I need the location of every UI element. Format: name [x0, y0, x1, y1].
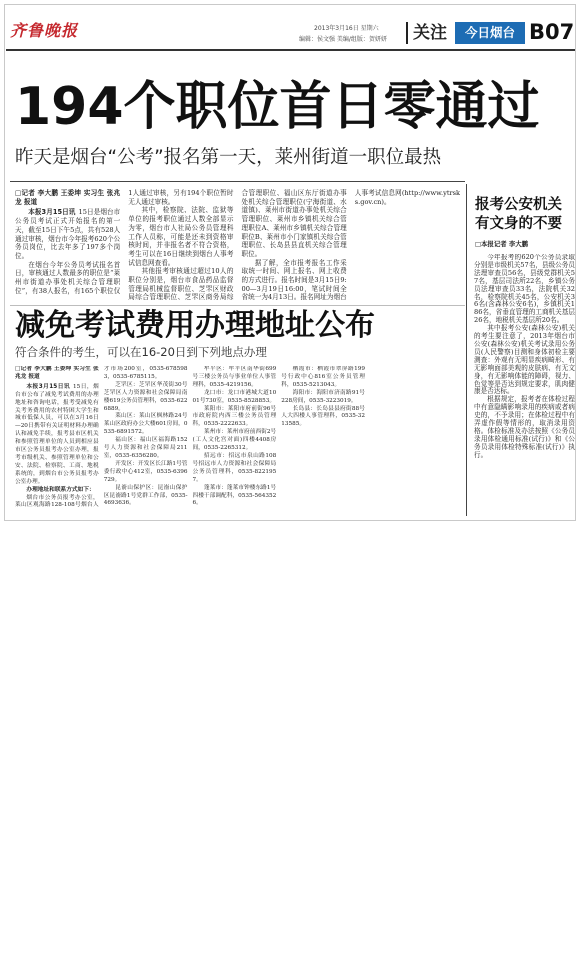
story2-intro-text: 15日，烟台市公布了减免考试费用的办理地址和咨询电话，报考受减免有关考务费用的农村特困大学生和城市低保人员，可以在3月16日—20日携带有关证明材料办理确认和减免手续，报考县市区机关和参照管理单位的人员到相应县市区公务员报考办公室办理，报考市级机关、参照管理单位和公安、法院、检察院、工商、地税系统的，到烟台市公务员报考办公室办理。 [15, 383, 99, 485]
address-item: 福山区：福山区福海路152号人力资源和社会保障局211室，0535-6356280。 [103, 437, 188, 459]
address-item: 长岛县：长岛县县府街88号人大四楼人事管理科，0535-3213585。 [281, 405, 365, 428]
story1-rule [10, 181, 465, 182]
story1-body [15, 189, 460, 303]
address-item: 莱州市：莱州市府前西街2号(工人文化宫对面)四楼4408房间，0535-2265312。 [192, 429, 277, 452]
sidebar-paragraph: 今年报考的620个公务员录取分别是市级机关57名，县级公务员法理审查员56名，县级党群机关57名，基层司法所22名，乡镇公务员法理审查员33名，法院机关32名，检察院机关45名，公安机关36名(含森林公安6名)，乡镇机关186名，省垂直管理的工商机关基层26名，地税机关基层所20名。 [474, 254, 575, 325]
story1-headline: 194个职位首日零通过 [15, 77, 540, 137]
page-number: B07 [529, 20, 575, 44]
address-item: 蓬莱市：蓬莱市钟楼东路1号四楼干部调配科，0535-5643526。 [192, 484, 277, 507]
story1-paragraph: 据了解，全市报考报名工作采取统一时间、网上报名、网上收费的方式进行。报名时间是3月15日9:00—3月19日16:00，笔试时间全省统一为4月13日。报名网址为烟台人事考试信息网(http://www.ytrsks.gov.cn)。 [241, 189, 460, 302]
sidebar-byline: □本报记者 李大鹏 [475, 240, 528, 248]
story1-paragraph: 其中，检察院、法院、监狱等单位的报考职位通过人数全部显示为零，烟台市人社局公务员管理科工作人员称，可能是还未到资格审核时间，并非报名者不符合资格，考生可以在16日继续到烟台人事考试信息网查看。 [128, 206, 234, 267]
story2-byline: □记者 李大鹏 王委坤 实习生 张兆龙 报道 [15, 366, 99, 380]
masthead-rule [6, 49, 575, 51]
story1-byline: □记者 李大鹏 王委坤 实习生 张兆龙 报道 [15, 189, 121, 206]
section-divider [406, 22, 408, 44]
sidebar-body [474, 254, 575, 514]
address-item: 牟平区：牟平区南华街699号三楼公务员与事业单位人事管理科，0535-4219156。 [192, 366, 277, 388]
address-item: 莱山区：莱山区枫林路24号莱山区政府办公大楼601房间，0535-6891572。 [103, 413, 188, 436]
address-item: 招远市：招远市泉山路108号招远市人力资源和社会保障局公务员管理科，0535-8221957。 [192, 452, 277, 483]
story2-subhead: 符合条件的考生，可以在16-20日到下列地点办理 [15, 345, 267, 359]
address-list-heading: 办理地址和联系方式如下： [26, 486, 95, 493]
address-item: 栖霞市：栖霞市翠屏路199号行政中心816室公务员管理科，0535-5213043。 [281, 366, 365, 388]
story2-headline: 减免考试费用办理地址公布 [15, 308, 375, 343]
address-item: 烟台市公务员报考办公室，莱山区观海路128-108号烟台人才市场200室，0535-6785983，0535-6785115。 [15, 366, 188, 509]
story2-body [15, 366, 365, 514]
editor-credits: 编辑：侯文强 美编/组版：贺妍妍 [299, 36, 387, 43]
story2-intro [15, 384, 99, 487]
address-item: 海阳市：海阳市济南路91号228房间，0535-3223019。 [281, 389, 365, 404]
story2-dateline: 本报3月15日讯 [26, 383, 71, 390]
sidebar-headline: 报考公安机关有文身的不要 [475, 197, 562, 232]
address-item: 芝罘区：芝罘区华茂街30号芝罘区人力资源和社会保障局南楼619公务员管理科，0535-6226889。 [103, 381, 188, 412]
address-item: 龙口市：龙口市港城大道1001号730室，0535-8528853。 [192, 389, 277, 404]
story1-paragraph-text: 15日是烟台市公务员考试正式开始报名的第一天，截至15日下午5点，共有528人通过审核，烟台市今年报考620个公务员岗位，比去年多了197多个岗位。 [15, 208, 121, 260]
sidebar-paragraph: 根据规定，报考者在体检过程中有意隐瞒影响录用的疾病或者病史的，不予录用；在体检过程中有弄虚作假等情形的，取消录用资格。体检标准及办法按照《公务员录用体检通用标准(试行)》和《公务员录用体检特殊标准(试行)》执行。 [474, 395, 575, 459]
issue-date: 2013年3月16日 星期六 [314, 25, 379, 32]
address-item: 莱阳市：莱阳市府前街96号市政府院内西三楼公务员管理科，0535-2222633。 [192, 405, 277, 428]
channel-badge: 今日烟台 [455, 22, 525, 44]
story1-subhead: 昨天是烟台“公考”报名第一天，莱州街道一职位最热 [15, 147, 442, 168]
sidebar-paragraph: 其中报考公安(森林公安)机关的考生要注意了，2013年烟台市公安(森林公安)机关考试录用公务员(人民警察)目测和身体初检主要测查：外观有无明显疾病畸形、有无影响面部美观的皮肤病、有无文身，有无影响体能的障碍，视力、色觉等是否达到规定要求，肌肉健康是否达标。 [474, 324, 575, 396]
story1-paragraph: 在烟台今年公务员考试报名首日，审核通过人数最多的职位是“莱州市街道办事处机关综合管理职位”，有38人报名，有165个职位仅1人通过审核，另有194个职位暂时无人通过审核。 [15, 189, 234, 295]
address-item: 昆嵛山保护区：昆嵛山保护区昆嵛路1号党群工作部，0535-4693636。 [103, 484, 188, 507]
story1-dateline: 本报3月15日讯 [28, 208, 76, 217]
section-title: 关注 [413, 23, 447, 43]
sidebar-divider [466, 184, 467, 516]
address-item: 开发区：开发区长江路1号管委行政中心412室，0535-6396729。 [103, 460, 188, 483]
story1-paragraph: 其他报考审核通过超过10人的职位分别是，烟台市食品药品监督管理局机械监督职位、芝罘区财政局综合管理职位、芝罘区商务局综合管理职位、福山区东厅街道办事处机关综合管理职位(宁海街道、水道镇)、莱州市街道办事处机关综合管理职位、莱州市乡镇机关综合管理职位A、莱州市乡镇机关综合管理职位B、莱州市小门家镇机关综合管理职位、长岛县县直机关综合管理职位。 [128, 189, 347, 302]
newspaper-logo: 齐鲁晚报 [10, 21, 79, 40]
story1-paragraph [15, 208, 120, 260]
